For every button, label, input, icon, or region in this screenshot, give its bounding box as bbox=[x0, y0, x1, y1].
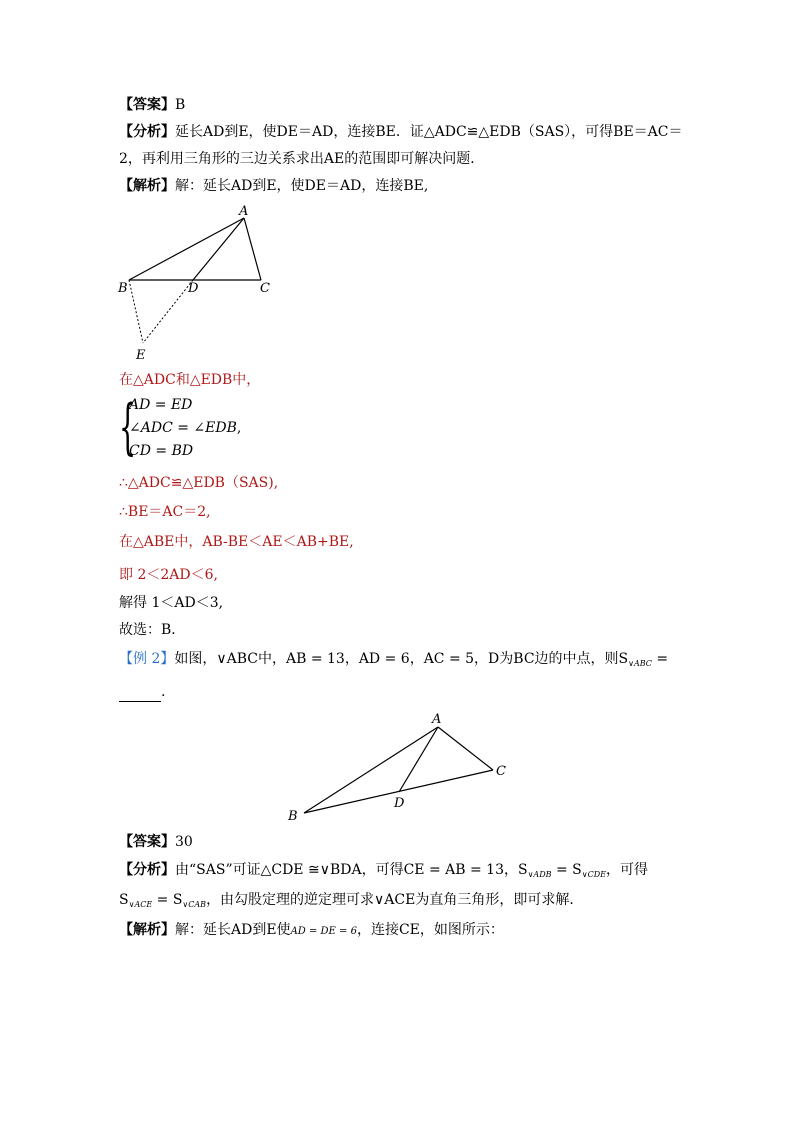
brace: { bbox=[119, 392, 137, 462]
solution-2-text-3: ，连接CE，如图所示： bbox=[356, 922, 504, 938]
analysis-2-line2-a: S bbox=[119, 892, 129, 908]
proof-step-6: 故选：B． bbox=[119, 622, 186, 638]
proof-in-triangles: 在△ADC和△EDB中， bbox=[119, 372, 261, 388]
segment-ab bbox=[129, 218, 244, 280]
analysis-tag: 【分析】 bbox=[119, 124, 175, 140]
solution-1 bbox=[119, 176, 428, 196]
analysis-1-line-1 bbox=[119, 122, 683, 142]
proof-step-2: ∴BE＝AC＝2, bbox=[119, 504, 211, 520]
solution-2 bbox=[119, 920, 504, 942]
proof-step-3: 在△ABE中，AB-BE＜AE＜AB+BE, bbox=[119, 534, 354, 550]
segment-ac bbox=[244, 218, 261, 280]
solution-2-text-1: 解：延长AD到E使 bbox=[175, 922, 291, 938]
answer-blank-line bbox=[119, 682, 165, 702]
solution-2-text-2: AD = DE = 6 bbox=[290, 926, 357, 937]
analysis-2-line-2 bbox=[119, 890, 583, 915]
segment-de bbox=[143, 280, 193, 343]
system-eq-1: AD = ED bbox=[129, 397, 193, 413]
example-sub: ∨ABC bbox=[628, 659, 652, 668]
answer-2 bbox=[119, 832, 193, 852]
analysis-1-line-2: 2，再利用三角形的三边关系求出AE的范围即可解决问题． bbox=[119, 151, 485, 167]
segment-ab-2 bbox=[304, 727, 438, 813]
analysis-2-text-a: 由“SAS”可证△CDE ≅∨BDA，可得CE = AB = 13，S bbox=[175, 862, 528, 878]
analysis-2-text-b: = S bbox=[551, 862, 582, 878]
solution-tag: 【解析】 bbox=[119, 178, 175, 194]
proof-step-5: 解得 1＜AD＜3, bbox=[119, 595, 224, 611]
answer-2-value: 30 bbox=[175, 834, 193, 850]
segment-ac-2 bbox=[438, 727, 493, 770]
proof-step-4: 即 2＜2AD＜6, bbox=[119, 567, 218, 583]
blank-period: . bbox=[161, 684, 166, 700]
system-eq-2-text: ∠ADC = ∠EDB bbox=[129, 420, 237, 436]
triangle-figure-2 bbox=[280, 705, 520, 830]
label-b: B bbox=[118, 281, 128, 296]
system-eq-3: CD = BD bbox=[129, 443, 194, 459]
label-c-2: C bbox=[496, 764, 506, 779]
example-tail: = bbox=[651, 651, 669, 667]
segment-be bbox=[129, 280, 143, 343]
label-c: C bbox=[260, 281, 270, 296]
answer-value: B bbox=[175, 97, 186, 113]
proof-step-1: ∴△ADC≌△EDB（SAS), bbox=[119, 475, 279, 491]
analysis-2-line2-b: = S bbox=[152, 892, 183, 908]
equation-system bbox=[119, 392, 259, 463]
analysis-2-sub-1: ∨ADB bbox=[527, 870, 552, 879]
analysis-2-tag: 【分析】 bbox=[119, 862, 175, 878]
analysis-2-line-1 bbox=[119, 860, 648, 885]
system-eq-2 bbox=[129, 420, 241, 436]
solution-2-tag: 【解析】 bbox=[119, 922, 175, 938]
label-e: E bbox=[136, 348, 146, 363]
label-b-2: B bbox=[288, 809, 298, 824]
analysis-text: 延长AD到E，使DE＝AD，连接BE．证△ADC≌△EDB（SAS），可得BE＝AC＝ bbox=[175, 124, 683, 140]
answer-2-tag: 【答案】 bbox=[119, 834, 175, 850]
solution-text: 解：延长AD到E，使DE＝AD，连接BE, bbox=[175, 178, 429, 194]
segment-ad bbox=[193, 218, 244, 280]
example-text: 如图，∨ABC中，AB = 13，AD = 6，AC = 5，D为BC边的中点，则S bbox=[174, 651, 629, 667]
label-a-2: A bbox=[432, 712, 442, 727]
answer-blank bbox=[119, 687, 161, 702]
analysis-2-line2-sub-1: ∨ACE bbox=[128, 900, 153, 909]
label-d: D bbox=[188, 281, 199, 296]
system-comma: , bbox=[236, 420, 242, 436]
analysis-2-line2-sub-2: ∨CAB bbox=[182, 900, 207, 909]
answer-1 bbox=[119, 95, 185, 115]
segment-ad-2 bbox=[399, 727, 438, 792]
example-2 bbox=[119, 649, 668, 674]
label-a: A bbox=[239, 204, 249, 219]
analysis-2-line2-c: ，由勾股定理的逆定理可求∨ACE为直角三角形，即可求解． bbox=[206, 892, 584, 908]
analysis-2-text-c: ，可得 bbox=[605, 862, 648, 878]
answer-tag: 【答案】 bbox=[119, 97, 175, 113]
triangle-figure-1 bbox=[110, 200, 290, 370]
label-d-2: D bbox=[394, 796, 405, 811]
analysis-2-sub-2: ∨CDE bbox=[581, 870, 606, 879]
example-tag: 【例 2】 bbox=[119, 651, 175, 667]
